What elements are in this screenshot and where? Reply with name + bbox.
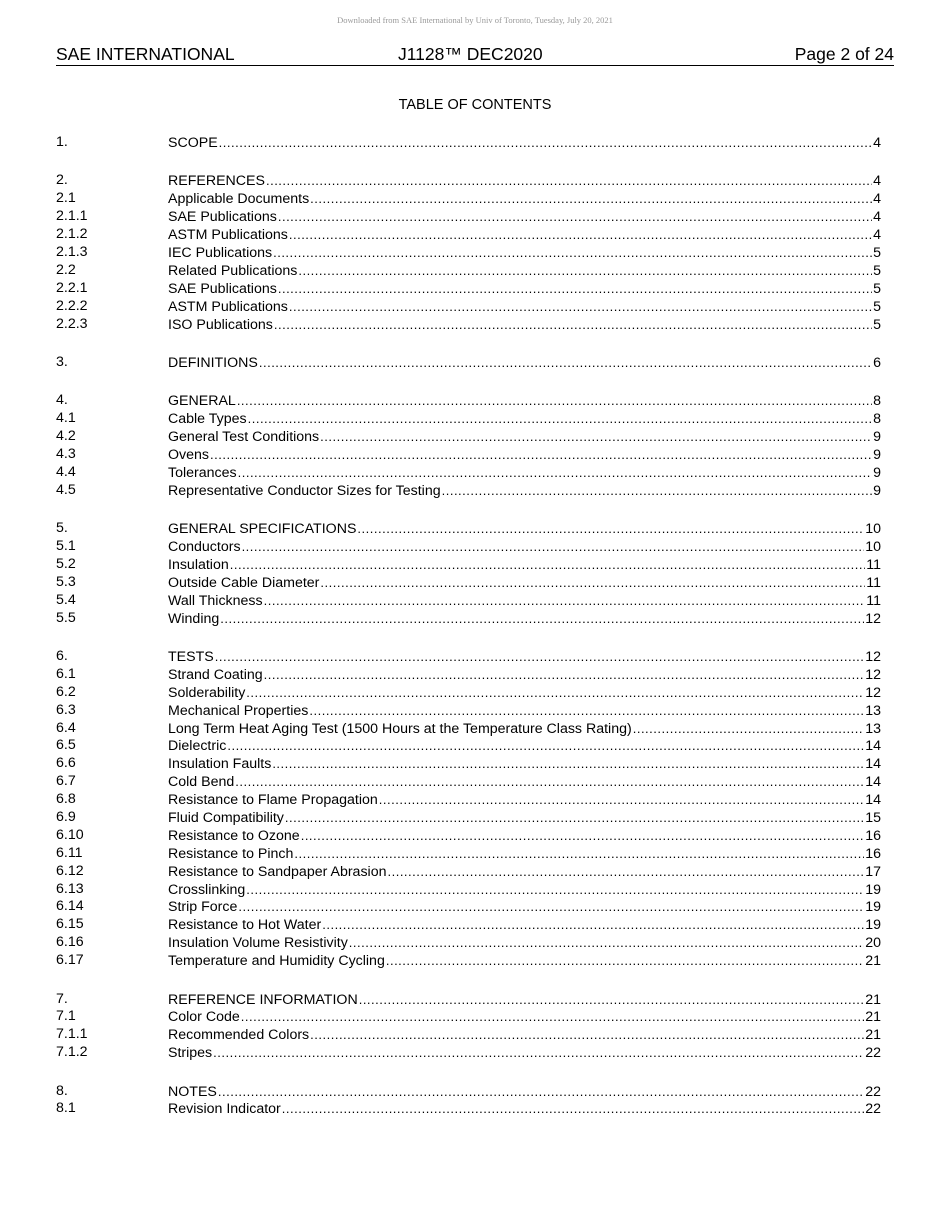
dot-leader: [442, 482, 873, 500]
toc-entry-title: IEC Publications: [168, 244, 273, 261]
toc-entry-number: 2.2.2: [56, 297, 88, 314]
toc-entry-page: 21: [865, 991, 881, 1008]
toc-entry-page: 4: [873, 135, 881, 151]
toc-entry-title: Winding: [168, 610, 220, 627]
toc-entry-line: [168, 809, 881, 828]
toc-entry-title: Ovens: [168, 446, 210, 463]
toc-entry-line: [168, 1008, 881, 1027]
toc-entry-line: [168, 556, 881, 575]
toc-entry-title: ISO Publications: [168, 316, 273, 333]
toc-entry-line: [168, 791, 881, 810]
toc-entry-number: 2.2.3: [56, 315, 88, 332]
toc-entry-title: Cold Bend: [168, 774, 235, 791]
toc-entry-line: [168, 952, 881, 971]
dot-leader: [242, 538, 865, 556]
toc-entry-title: Stripes: [168, 1045, 213, 1062]
toc-entry-line: [168, 1083, 881, 1102]
toc-entry-page: 12: [865, 666, 881, 683]
toc-entry-number: 2.1.3: [56, 243, 88, 260]
dot-leader: [322, 916, 864, 934]
dot-leader: [273, 244, 872, 262]
toc-entry-line: [168, 863, 881, 882]
toc-entry-line: [168, 172, 881, 191]
page-header: [56, 43, 894, 66]
toc-entry-page: 13: [865, 702, 881, 719]
toc-entry-page: 9: [873, 446, 881, 463]
dot-leader: [285, 809, 864, 827]
toc-section-group: [56, 392, 881, 499]
toc-entry[interactable]: [56, 898, 881, 916]
toc-entry-page: 11: [866, 574, 881, 591]
toc-entry-number: 2.2.1: [56, 279, 88, 296]
toc-entry-page: 21: [865, 1009, 881, 1026]
toc-entry-page: 14: [865, 774, 881, 791]
dot-leader: [320, 574, 865, 592]
toc-entry-line: [168, 208, 881, 227]
toc-entry-page: 4: [873, 227, 881, 244]
dot-leader: [241, 1008, 864, 1026]
toc-entry-page: 11: [866, 592, 881, 609]
toc-entry-title: Outside Cable Diameter: [168, 574, 320, 591]
toc-entry[interactable]: [56, 881, 881, 899]
toc-entry-line: [168, 134, 881, 153]
toc-entry-number: 3.: [56, 353, 68, 370]
toc-entry[interactable]: [56, 354, 881, 372]
toc-entry-line: [168, 702, 881, 721]
toc-entry-number: 6.: [56, 647, 68, 664]
toc-entry-number: 4.4: [56, 463, 76, 480]
toc-entry-number: 8.1: [56, 1100, 76, 1117]
download-watermark: Downloaded from SAE International by Univ of Toronto, Tuesday, July 20, 2021: [337, 15, 613, 25]
toc-entry-title: Resistance to Pinch: [168, 845, 294, 862]
toc-section-group: [56, 648, 881, 970]
toc-entry-title: Resistance to Sandpaper Abrasion: [168, 863, 387, 880]
dot-leader: [282, 1100, 864, 1118]
toc-entry-line: [168, 464, 881, 483]
toc-entry-title: Dielectric: [168, 738, 227, 755]
toc-entry-page: 19: [865, 917, 881, 934]
toc-entry[interactable]: [56, 684, 881, 702]
document-id: J1128™ DEC2020: [398, 44, 543, 64]
toc-entry-title: Mechanical Properties: [168, 702, 309, 719]
dot-leader: [320, 428, 872, 446]
toc-entry-page: 9: [873, 429, 881, 446]
toc-entry-title: Cable Types: [168, 411, 247, 428]
toc-entry-title: Representative Conductor Sizes for Testing: [168, 482, 441, 499]
dot-leader: [278, 280, 872, 298]
toc-entry-line: [168, 316, 881, 335]
dot-leader: [310, 1026, 864, 1044]
toc-entry-page: 14: [865, 756, 881, 773]
toc-entry[interactable]: [56, 464, 881, 482]
toc-entry-line: [168, 410, 881, 429]
dot-leader: [349, 934, 864, 952]
toc-entry-page: 5: [873, 298, 881, 315]
dot-leader: [289, 298, 872, 316]
toc-entry[interactable]: [56, 809, 881, 827]
dot-leader: [246, 684, 864, 702]
dot-leader: [310, 190, 872, 208]
toc-entry[interactable]: [56, 827, 881, 845]
toc-entry-number: 7.1.1: [56, 1026, 88, 1043]
toc-entry[interactable]: [56, 190, 881, 208]
toc-entry-line: [168, 773, 881, 792]
dot-leader: [218, 1083, 864, 1101]
toc-entry-number: 6.4: [56, 719, 76, 736]
toc-entry[interactable]: [56, 428, 881, 446]
toc-entry[interactable]: [56, 538, 881, 556]
toc-entry-number: 4.1: [56, 410, 76, 427]
toc-entry-title: Insulation Volume Resistivity: [168, 935, 348, 952]
toc-section-group: [56, 172, 881, 333]
dot-leader: [259, 354, 872, 372]
toc-section-group: [56, 991, 881, 1063]
toc-entry-number: 6.8: [56, 791, 76, 808]
toc-entry-page: 12: [865, 610, 881, 627]
toc-entry-page: 12: [865, 648, 881, 665]
publisher-name: SAE INTERNATIONAL: [56, 44, 235, 64]
toc-entry-number: 4.3: [56, 445, 76, 462]
toc-entry-line: [168, 1100, 881, 1119]
toc-entry-title: NOTES: [168, 1083, 217, 1100]
toc-entry[interactable]: [56, 648, 881, 666]
toc-entry-line: [168, 354, 881, 373]
dot-leader: [309, 702, 864, 720]
toc-entry-page: 5: [873, 280, 881, 297]
toc-entry[interactable]: [56, 934, 881, 952]
toc-entry-page: 6: [873, 354, 881, 371]
toc-entry[interactable]: [56, 991, 881, 1009]
toc-entry-line: [168, 934, 881, 953]
toc-entry[interactable]: [56, 446, 881, 464]
toc-entry-title: Tolerances: [168, 464, 237, 481]
dot-leader: [278, 208, 872, 226]
toc-entry-page: 10: [865, 539, 881, 556]
toc-entry[interactable]: [56, 244, 881, 262]
toc-entry-number: 6.3: [56, 701, 76, 718]
toc-entry-title: General Test Conditions: [168, 429, 320, 446]
dot-leader: [215, 648, 864, 666]
toc-entry-number: 6.1: [56, 665, 76, 682]
toc-entry-number: 5.: [56, 520, 68, 537]
toc-entry[interactable]: [56, 1100, 881, 1118]
toc-entry-title: ASTM Publications: [168, 227, 288, 244]
toc-entry-line: [168, 881, 881, 900]
toc-entry-number: 4.5: [56, 481, 76, 498]
toc-entry-title: Solderability: [168, 684, 246, 701]
toc-entry-number: 5.5: [56, 609, 76, 626]
toc-entry-page: 4: [873, 209, 881, 226]
toc-entry-title: SCOPE: [168, 135, 218, 151]
toc-section-group: [56, 354, 881, 372]
toc-entry-number: 2.1.2: [56, 226, 88, 243]
toc-entry[interactable]: [56, 1083, 881, 1101]
toc-entry-number: 8.: [56, 1082, 68, 1099]
toc-entry-number: 4.: [56, 392, 68, 409]
toc-entry-page: 5: [873, 262, 881, 279]
toc-entry-page: 4: [873, 191, 881, 208]
toc-entry-title: Conductors: [168, 539, 241, 556]
toc-entry[interactable]: [56, 482, 881, 500]
toc-entry-number: 4.2: [56, 428, 76, 445]
toc-entry-line: [168, 538, 881, 557]
toc-entry[interactable]: [56, 592, 881, 610]
dot-leader: [213, 1044, 864, 1062]
toc-entry-title: Related Publications: [168, 262, 298, 279]
toc-entry-title: Long Term Heat Aging Test (1500 Hours at the Temperature Class Rating): [168, 720, 632, 737]
toc-entry-title: Temperature and Humidity Cycling: [168, 953, 385, 970]
dot-leader: [272, 755, 864, 773]
dot-leader: [298, 262, 872, 280]
toc-entry-number: 7.1.2: [56, 1044, 88, 1061]
toc-entry-line: [168, 482, 881, 501]
toc-entry-line: [168, 827, 881, 846]
toc-entry-number: 6.2: [56, 683, 76, 700]
toc-entry-number: 7.1: [56, 1008, 76, 1025]
dot-leader: [359, 991, 865, 1009]
toc-entry-title: Insulation: [168, 556, 229, 573]
toc-entry-title: Resistance to Flame Propagation: [168, 792, 378, 809]
toc-entry-number: 6.12: [56, 862, 84, 879]
toc-entry-page: 14: [865, 738, 881, 755]
toc-entry-number: 6.9: [56, 809, 76, 825]
dot-leader: [264, 666, 865, 684]
toc-entry-line: [168, 666, 881, 685]
toc-entry-page: 11: [866, 556, 881, 573]
toc-entry-number: 6.5: [56, 737, 76, 754]
toc-entry-page: 9: [873, 482, 881, 499]
dot-leader: [264, 592, 866, 610]
toc-entry-line: [168, 648, 881, 667]
toc-entry-line: [168, 898, 881, 917]
toc-entry[interactable]: [56, 172, 881, 190]
toc-entry-page: 17: [865, 863, 881, 880]
toc-entry-title: Strand Coating: [168, 666, 263, 683]
dot-leader: [289, 226, 872, 244]
toc-entry[interactable]: [56, 863, 881, 881]
toc-entry-line: [168, 592, 881, 611]
toc-entry-number: 6.7: [56, 773, 76, 790]
toc-entry-title: Fluid Compatibility: [168, 810, 284, 826]
toc-entry[interactable]: [56, 916, 881, 934]
toc-entry-number: 6.10: [56, 826, 84, 843]
dot-leader: [238, 898, 864, 916]
table-of-contents: [56, 134, 881, 1139]
toc-entry-number: 2.1.1: [56, 208, 88, 225]
toc-entry-line: [168, 720, 881, 739]
toc-title: TABLE OF CONTENTS: [398, 97, 552, 113]
toc-entry[interactable]: [56, 773, 881, 791]
toc-entry-title: ASTM Publications: [168, 298, 288, 315]
toc-entry[interactable]: [56, 737, 881, 755]
dot-leader: [248, 410, 873, 428]
toc-entry[interactable]: [56, 392, 881, 410]
dot-leader: [220, 610, 864, 628]
toc-entry-page: 10: [865, 521, 881, 538]
toc-entry-number: 2.: [56, 172, 68, 189]
toc-entry-line: [168, 574, 881, 593]
toc-entry-number: 6.6: [56, 755, 76, 772]
toc-entry-title: Recommended Colors: [168, 1027, 310, 1044]
toc-entry-number: 6.13: [56, 880, 84, 897]
toc-entry[interactable]: [56, 755, 881, 773]
toc-entry[interactable]: [56, 666, 881, 684]
toc-entry-line: [168, 991, 881, 1010]
dot-leader: [235, 773, 864, 791]
toc-entry-line: [168, 916, 881, 935]
toc-entry-page: 8: [873, 411, 881, 428]
toc-entry-page: 9: [873, 464, 881, 481]
toc-entry[interactable]: [56, 556, 881, 574]
dot-leader: [386, 952, 864, 970]
toc-entry-number: 6.17: [56, 952, 84, 969]
toc-entry-number: 2.2: [56, 261, 76, 278]
toc-entry-line: [168, 280, 881, 299]
toc-entry-title: Resistance to Hot Water: [168, 917, 322, 934]
toc-entry-page: 21: [865, 953, 881, 970]
toc-entry-number: 5.4: [56, 591, 76, 608]
toc-entry-line: [168, 1044, 881, 1063]
toc-entry-page: 12: [865, 684, 881, 701]
toc-entry-number: 1.: [56, 134, 68, 150]
toc-entry-page: 22: [865, 1045, 881, 1062]
toc-entry-line: [168, 684, 881, 703]
toc-entry-line: [168, 226, 881, 245]
toc-entry-line: [168, 428, 881, 447]
dot-leader: [237, 392, 872, 410]
page-number: Page 2 of 24: [794, 44, 894, 64]
dot-leader: [379, 791, 864, 809]
toc-entry-number: 6.16: [56, 934, 84, 951]
toc-entry-line: [168, 755, 881, 774]
toc-entry-number: 5.2: [56, 555, 76, 572]
toc-entry-number: 5.3: [56, 573, 76, 590]
toc-entry-page: 22: [865, 1101, 881, 1118]
toc-entry-page: 4: [873, 173, 881, 190]
toc-entry-title: Wall Thickness: [168, 592, 263, 609]
toc-entry-title: Strip Force: [168, 899, 238, 916]
toc-entry[interactable]: [56, 280, 881, 298]
toc-entry-page: 19: [865, 899, 881, 916]
toc-entry-line: [168, 737, 881, 756]
toc-entry[interactable]: [56, 520, 881, 538]
toc-entry[interactable]: [56, 262, 881, 280]
toc-entry-title: SAE Publications: [168, 280, 277, 297]
dot-leader: [230, 556, 866, 574]
dot-leader: [301, 827, 865, 845]
toc-entry-title: REFERENCES: [168, 173, 265, 190]
toc-section-group: [56, 1083, 881, 1119]
dot-leader: [357, 520, 864, 538]
toc-entry-title: REFERENCE INFORMATION: [168, 991, 358, 1008]
toc-entry[interactable]: [56, 574, 881, 592]
toc-entry-title: Crosslinking: [168, 881, 246, 898]
toc-entry-number: 6.15: [56, 916, 84, 933]
toc-entry[interactable]: [56, 791, 881, 809]
toc-entry[interactable]: [56, 298, 881, 316]
dot-leader: [387, 863, 864, 881]
toc-entry[interactable]: [56, 720, 881, 738]
toc-entry-title: Resistance to Ozone: [168, 827, 300, 844]
toc-entry-page: 14: [865, 792, 881, 809]
toc-entry[interactable]: [56, 1044, 881, 1062]
toc-entry-page: 20: [865, 935, 881, 952]
toc-entry[interactable]: [56, 952, 881, 970]
toc-entry[interactable]: [56, 410, 881, 428]
toc-section-group: [56, 520, 881, 627]
toc-entry-title: GENERAL: [168, 393, 236, 410]
toc-entry-line: [168, 446, 881, 465]
toc-section-group: [56, 134, 881, 152]
toc-entry-line: [168, 244, 881, 263]
toc-entry-page: 5: [873, 316, 881, 333]
dot-leader: [219, 134, 872, 152]
dot-leader: [274, 316, 872, 334]
toc-entry[interactable]: [56, 702, 881, 720]
toc-entry-title: DEFINITIONS: [168, 354, 258, 371]
toc-entry[interactable]: [56, 134, 881, 152]
toc-entry-line: [168, 392, 881, 411]
toc-entry-title: Revision Indicator: [168, 1101, 281, 1118]
toc-entry-title: GENERAL SPECIFICATIONS: [168, 521, 357, 538]
toc-entry-line: [168, 298, 881, 317]
toc-entry-title: Color Code: [168, 1009, 240, 1026]
toc-entry-line: [168, 1026, 881, 1045]
toc-entry-number: 6.11: [56, 844, 83, 861]
toc-entry-page: 5: [873, 244, 881, 261]
dot-leader: [633, 720, 865, 738]
toc-entry-line: [168, 262, 881, 281]
toc-entry[interactable]: [56, 316, 881, 334]
toc-entry-title: TESTS: [168, 648, 214, 665]
toc-entry[interactable]: [56, 845, 881, 863]
toc-entry-line: [168, 845, 881, 864]
dot-leader: [294, 845, 864, 863]
dot-leader: [210, 446, 872, 464]
toc-entry-line: [168, 520, 881, 539]
dot-leader: [227, 737, 864, 755]
toc-entry-title: SAE Publications: [168, 209, 277, 226]
toc-entry-page: 16: [865, 827, 881, 844]
toc-entry[interactable]: [56, 1026, 881, 1044]
toc-entry-line: [168, 610, 881, 629]
dot-leader: [266, 172, 872, 190]
toc-entry[interactable]: [56, 610, 881, 628]
toc-entry-page: 8: [873, 393, 881, 410]
toc-entry-number: 6.14: [56, 898, 84, 915]
toc-entry-number: 5.1: [56, 538, 76, 555]
toc-entry[interactable]: [56, 226, 881, 244]
toc-entry[interactable]: [56, 208, 881, 226]
toc-entry-page: 13: [865, 720, 881, 737]
toc-entry[interactable]: [56, 1008, 881, 1026]
toc-entry-title: Applicable Documents: [168, 191, 310, 208]
toc-entry-number: 2.1: [56, 190, 76, 207]
dot-leader: [238, 464, 873, 482]
dot-leader: [246, 881, 864, 899]
toc-entry-page: 16: [865, 845, 881, 862]
toc-entry-line: [168, 190, 881, 209]
toc-entry-page: 15: [865, 810, 881, 826]
toc-entry-title: Insulation Faults: [168, 756, 272, 773]
toc-entry-page: 22: [865, 1083, 881, 1100]
toc-entry-page: 21: [865, 1027, 881, 1044]
toc-entry-number: 7.: [56, 990, 68, 1007]
toc-entry-page: 19: [865, 881, 881, 898]
